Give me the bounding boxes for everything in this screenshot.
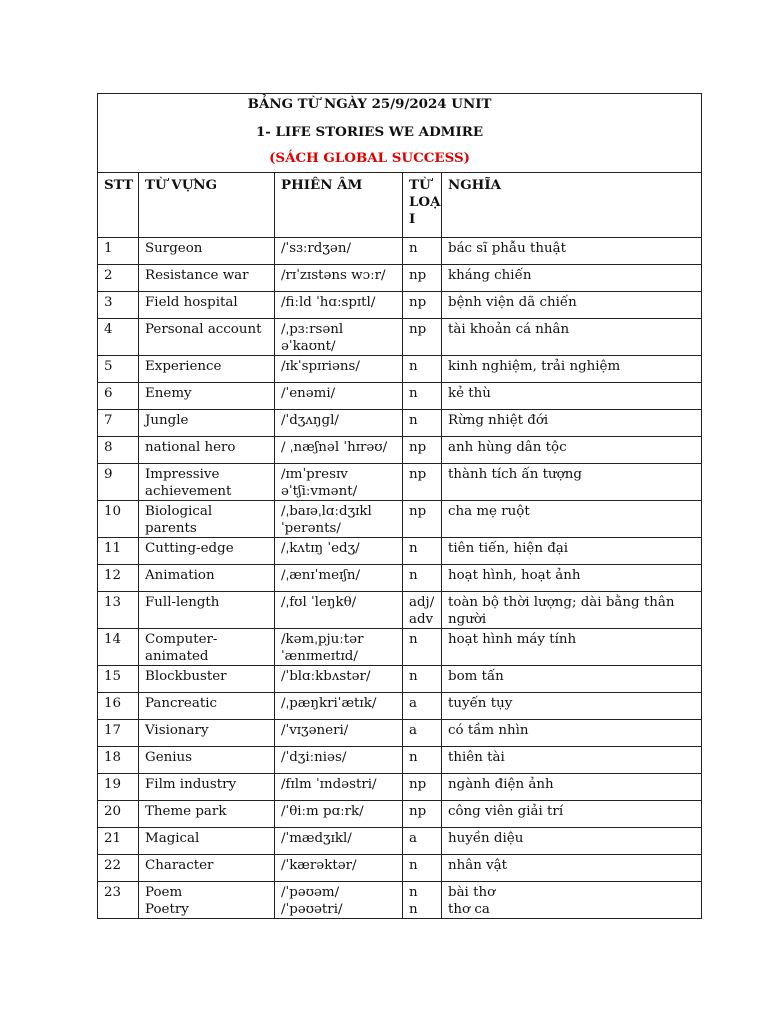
meaning-cell-text: kinh nghiệm, trải nghiệm [448,359,621,374]
stt-cell-text: 9 [104,467,113,482]
stt-cell [98,801,139,828]
ipa-cell [275,882,403,919]
stt-cell [98,774,139,801]
word-cell-text: Theme park [145,804,227,819]
stt-cell-text: 17 [104,723,122,738]
col-header-stt: STT [98,173,139,238]
pos-cell [403,693,442,720]
meaning-cell [442,464,702,501]
word-cell-text: Cutting-edge [145,541,234,556]
meaning-cell [442,592,702,629]
pos-cell [403,882,442,919]
pos-cell [403,501,442,538]
meaning-cell-text: Rừng nhiệt đới [448,413,549,428]
stt-cell-text: 12 [104,568,122,583]
table-row [98,629,702,666]
table-row [98,666,702,693]
meaning-cell-text: bài thơ thơ ca [448,885,496,917]
meaning-cell-text: huyền diệu [448,831,524,846]
meaning-cell [442,720,702,747]
table-row [98,501,702,538]
word-cell-text: Surgeon [145,241,203,256]
stt-cell-text: 14 [104,632,122,647]
pos-cell-text: n [409,541,418,556]
meaning-cell [442,828,702,855]
pos-cell-text: a [409,696,417,711]
pos-cell [403,383,442,410]
stt-cell [98,356,139,383]
word-cell-text: Pancreatic [145,696,217,711]
meaning-cell [442,666,702,693]
ipa-cell [275,720,403,747]
stt-cell-text: 19 [104,777,122,792]
table-row [98,801,702,828]
word-cell [139,383,275,410]
pos-cell [403,538,442,565]
pos-cell [403,592,442,629]
stt-cell [98,464,139,501]
meaning-cell-text: cha mẹ ruột [448,504,530,519]
meaning-cell [442,855,702,882]
ipa-cell-text: /fiːld ˈhɑːspɪtl/ [281,295,376,310]
word-cell [139,319,275,356]
meaning-cell-text: tài khoản cá nhân [448,322,570,337]
pos-cell [403,855,442,882]
stt-cell [98,565,139,592]
stt-cell [98,720,139,747]
meaning-cell [442,538,702,565]
table-row [98,238,702,265]
word-cell-text: Biological parents [145,504,213,536]
ipa-cell-text: /ˌpæŋkriˈætɪk/ [281,696,377,711]
ipa-cell-text: /ˈvɪʒəneri/ [281,723,349,738]
stt-cell [98,383,139,410]
table-row [98,319,702,356]
word-cell [139,238,275,265]
pos-cell-text: np [409,804,427,819]
meaning-cell-text: thành tích ấn tượng [448,467,582,482]
word-cell [139,265,275,292]
pos-cell-text: n [409,568,418,583]
pos-cell-text: a [409,723,417,738]
ipa-cell [275,693,403,720]
stt-cell-text: 22 [104,858,122,873]
stt-cell [98,693,139,720]
col-header-ipa: PHIÊN ÂM [275,173,403,238]
ipa-cell-text: /ˈmædʒɪkl/ [281,831,352,846]
pos-cell-text: adj/ adv [409,595,435,627]
table-row [98,464,702,501]
ipa-cell-text: /kəmˌpjuːtər ˈænɪmeɪtɪd/ [281,632,364,664]
stt-cell-text: 1 [104,241,113,256]
table-row [98,747,702,774]
word-cell-text: Resistance war [145,268,249,283]
ipa-cell [275,565,403,592]
word-cell [139,464,275,501]
meaning-cell [442,383,702,410]
table-row [98,538,702,565]
word-cell-text: Magical [145,831,200,846]
table-row [98,265,702,292]
pos-cell [403,828,442,855]
pos-cell-text: n [409,359,418,374]
pos-cell [403,801,442,828]
meaning-cell [442,882,702,919]
pos-cell-text: n [409,750,418,765]
ipa-cell [275,666,403,693]
ipa-cell-text: /ˈdʒiːniəs/ [281,750,347,765]
title-date-unit: BẢNG TỪ NGÀY 25/9/2024 UNIT [247,96,492,112]
word-cell-text: Enemy [145,386,192,401]
ipa-cell-text: /ɪkˈspɪriəns/ [281,359,360,374]
word-cell-text: Jungle [145,413,189,428]
stt-cell-text: 8 [104,440,113,455]
ipa-cell-text: /ˌbaɪəˌlɑːdʒɪkl ˈperənts/ [281,504,372,536]
ipa-cell-text: /ɪmˈpresɪv əˈtʃiːvmənt/ [281,467,358,499]
pos-cell [403,356,442,383]
meaning-cell-text: nhân vật [448,858,508,873]
table-title-cell [98,94,702,173]
meaning-cell-text: tiên tiến, hiện đại [448,541,569,556]
pos-cell [403,629,442,666]
ipa-cell-text: /ˈsɜːrdʒən/ [281,241,351,256]
meaning-cell-text: tuyến tụy [448,696,513,711]
meaning-cell [442,238,702,265]
col-header-pos: TỪ LOẠ I [403,173,442,238]
ipa-cell-text: /ˈdʒʌŋɡl/ [281,413,339,428]
pos-cell-text: np [409,440,427,455]
pos-cell [403,238,442,265]
table-row [98,855,702,882]
stt-cell-text: 3 [104,295,113,310]
ipa-cell [275,410,403,437]
word-cell [139,747,275,774]
meaning-cell [442,801,702,828]
table-row [98,410,702,437]
meaning-cell [442,693,702,720]
word-cell [139,437,275,464]
meaning-cell [442,356,702,383]
ipa-cell [275,501,403,538]
word-cell-text: Film industry [145,777,237,792]
pos-cell [403,666,442,693]
word-cell [139,356,275,383]
pos-cell-text: np [409,504,427,519]
meaning-cell [442,292,702,319]
pos-cell [403,437,442,464]
ipa-cell-text: / ˌnæʃnəl ˈhɪrəʊ/ [281,440,388,455]
stt-cell [98,828,139,855]
ipa-cell-text: /ˈblɑːkbʌstər/ [281,669,371,684]
word-cell [139,592,275,629]
table-row [98,774,702,801]
word-cell [139,410,275,437]
stt-cell-text: 16 [104,696,122,711]
pos-cell [403,565,442,592]
pos-cell-text: n [409,858,418,873]
pos-cell-text: np [409,322,427,337]
stt-cell-text: 2 [104,268,113,283]
table-row [98,693,702,720]
stt-cell [98,855,139,882]
word-cell [139,801,275,828]
ipa-cell [275,356,403,383]
ipa-cell [275,801,403,828]
ipa-cell [275,855,403,882]
meaning-cell [442,501,702,538]
word-cell-text: Genius [145,750,193,765]
stt-cell-text: 15 [104,669,122,684]
pos-cell-text: n n [409,885,418,917]
pos-cell-text: n [409,241,418,256]
vocabulary-document [97,93,701,919]
table-row [98,565,702,592]
meaning-cell-text: kháng chiến [448,268,532,283]
meaning-cell [442,437,702,464]
ipa-cell-text: /ˌænɪˈmeɪʃn/ [281,568,361,583]
table-row [98,437,702,464]
word-cell-text: Experience [145,359,222,374]
table-row [98,356,702,383]
stt-cell [98,629,139,666]
table-row [98,882,702,919]
word-cell [139,501,275,538]
stt-cell [98,501,139,538]
pos-cell-text: n [409,413,418,428]
stt-cell [98,666,139,693]
pos-cell [403,720,442,747]
ipa-cell [275,238,403,265]
table-title-row [98,94,702,173]
word-cell-text: Blockbuster [145,669,227,684]
table-row [98,383,702,410]
meaning-cell-text: hoạt hình, hoạt ảnh [448,568,581,583]
ipa-cell-text: /ˈkærəktər/ [281,858,357,873]
word-cell [139,629,275,666]
pos-cell-text: np [409,777,427,792]
ipa-cell [275,747,403,774]
ipa-cell-text: /ˈenəmi/ [281,386,336,401]
ipa-cell [275,592,403,629]
table-row [98,292,702,319]
col-header-meaning: NGHĨA [442,173,702,238]
meaning-cell [442,319,702,356]
title-unit-name: 1- LIFE STORIES WE ADMIRE [255,124,484,140]
stt-cell [98,882,139,919]
word-cell [139,774,275,801]
pos-cell-text: a [409,831,417,846]
stt-cell [98,238,139,265]
stt-cell-text: 6 [104,386,113,401]
meaning-cell-text: ngành điện ảnh [448,777,554,792]
stt-cell [98,747,139,774]
ipa-cell [275,629,403,666]
stt-cell [98,319,139,356]
stt-cell [98,292,139,319]
word-cell [139,666,275,693]
word-cell-text: Poem Poetry [145,885,189,917]
meaning-cell-text: bom tấn [448,669,504,684]
meaning-cell-text: bệnh viện dã chiến [448,295,577,310]
pos-cell-text: np [409,295,427,310]
word-cell [139,292,275,319]
pos-cell [403,319,442,356]
word-cell-text: Computer- animated [145,632,218,664]
column-header-row [98,173,702,238]
ipa-cell [275,319,403,356]
word-cell-text: Full-length [145,595,220,610]
title-book-source: (SÁCH GLOBAL SUCCESS) [269,150,470,166]
table-row [98,592,702,629]
pos-cell-text: np [409,467,427,482]
stt-cell [98,265,139,292]
meaning-cell [442,410,702,437]
pos-cell [403,410,442,437]
meaning-cell [442,774,702,801]
stt-cell-text: 21 [104,831,122,846]
meaning-cell [442,747,702,774]
word-cell [139,720,275,747]
stt-cell-text: 20 [104,804,122,819]
meaning-cell-text: thiên tài [448,750,505,765]
stt-cell-text: 4 [104,322,113,337]
ipa-cell-text: /fɪlm ˈɪndəstri/ [281,777,377,792]
stt-cell [98,437,139,464]
word-cell [139,538,275,565]
ipa-cell [275,538,403,565]
meaning-cell [442,265,702,292]
pos-cell [403,464,442,501]
ipa-cell-text: /ˈpəʊəm/ /ˈpəʊətri/ [281,885,343,917]
stt-cell-text: 23 [104,885,122,900]
meaning-cell-text: hoạt hình máy tính [448,632,577,647]
pos-cell [403,265,442,292]
word-cell [139,565,275,592]
ipa-cell-text: /rɪˈzɪstəns wɔːr/ [281,268,386,283]
pos-cell-text: n [409,386,418,401]
meaning-cell [442,629,702,666]
word-cell-text: Animation [145,568,215,583]
pos-cell [403,292,442,319]
table-row [98,828,702,855]
table-row [98,720,702,747]
word-cell [139,882,275,919]
word-cell-text: national hero [145,440,236,455]
stt-cell-text: 7 [104,413,113,428]
word-cell-text: Impressive achievement [145,467,232,499]
pos-cell-text: np [409,268,427,283]
stt-cell-text: 10 [104,504,122,519]
meaning-cell [442,565,702,592]
ipa-cell [275,383,403,410]
ipa-cell-text: /ˌkʌtɪŋ ˈedʒ/ [281,541,360,556]
word-cell-text: Character [145,858,214,873]
meaning-cell-text: kẻ thù [448,386,491,401]
word-cell [139,693,275,720]
meaning-cell-text: có tầm nhìn [448,723,529,738]
ipa-cell-text: /ˌfʊl ˈleŋkθ/ [281,595,357,610]
meaning-cell-text: toàn bộ thời lượng; dài bằng thân người [448,595,675,627]
ipa-cell [275,292,403,319]
stt-cell [98,410,139,437]
ipa-cell [275,265,403,292]
pos-cell-text: n [409,632,418,647]
stt-cell-text: 5 [104,359,113,374]
pos-cell-text: n [409,669,418,684]
stt-cell [98,538,139,565]
word-cell [139,855,275,882]
pos-cell [403,774,442,801]
ipa-cell [275,437,403,464]
ipa-cell-text: /ˌpɜːrsənl əˈkaʊnt/ [281,322,344,354]
word-cell-text: Personal account [145,322,262,337]
word-cell-text: Field hospital [145,295,238,310]
pos-cell [403,747,442,774]
ipa-cell [275,774,403,801]
vocabulary-table [97,93,702,919]
ipa-cell [275,464,403,501]
ipa-cell-text: /ˈθiːm pɑːrk/ [281,804,364,819]
word-cell-text: Visionary [145,723,209,738]
stt-cell-text: 18 [104,750,122,765]
meaning-cell-text: công viên giải trí [448,804,564,819]
meaning-cell-text: bác sĩ phẫu thuật [448,241,566,256]
stt-cell-text: 11 [104,541,122,556]
stt-cell [98,592,139,629]
col-header-word: TỪ VỰNG [139,173,275,238]
stt-cell-text: 13 [104,595,122,610]
word-cell [139,828,275,855]
meaning-cell-text: anh hùng dân tộc [448,440,567,455]
ipa-cell [275,828,403,855]
